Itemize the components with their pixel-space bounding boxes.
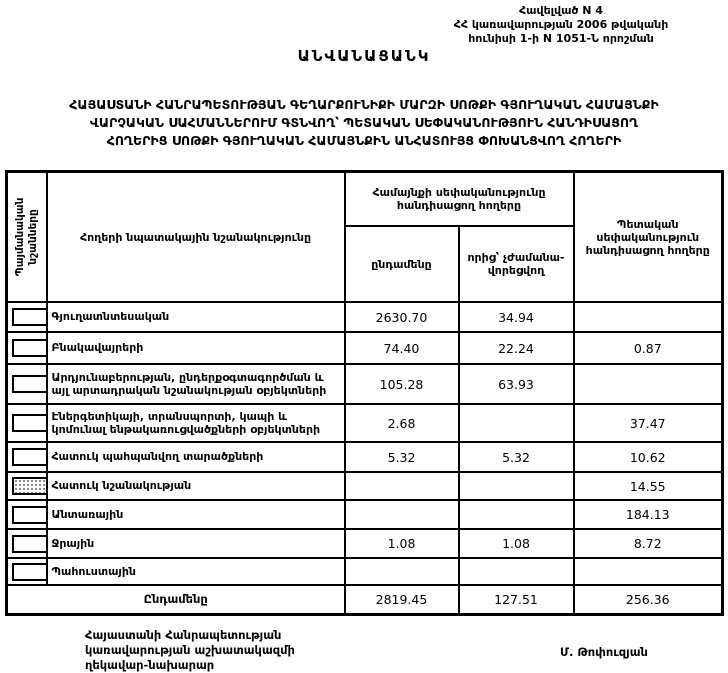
total-cell: 74.40 xyxy=(345,332,459,364)
ofwhich-cell: 5.32 xyxy=(459,442,574,472)
subtitle-line-3: ՀՈՂԵՐԻՑ ՍՈԹՔԻ ԳՅՈՒՂԱԿԱՆ ՀԱՄԱՅՆՔԻՆ ԱՆՀԱՏՈՒՅՑ ՓՈԽԱՆՑՎՈՂ ՀՈՂԵՐԻ xyxy=(106,133,622,148)
page-title: ԱՆՎԱՆԱՑԱՆԿ xyxy=(297,47,431,65)
state-cell xyxy=(574,364,723,404)
header-community-lands: Համայնքի սեփականությունը հանդիսացող հողերը xyxy=(345,172,574,227)
purpose-cell: Բնակավայրերի xyxy=(47,332,345,364)
table-row xyxy=(7,558,723,585)
ofwhich-cell xyxy=(459,500,574,529)
symbol-box xyxy=(12,375,47,393)
ofwhich-sum-cell: 127.51 xyxy=(459,585,574,614)
signatory-line-1: Հայաստանի Հանրապետության xyxy=(85,628,282,642)
state-cell: 8.72 xyxy=(574,529,723,558)
symbol-cell xyxy=(7,529,47,558)
state-cell: 184.13 xyxy=(574,500,723,529)
table-row xyxy=(7,442,723,472)
symbol-cell xyxy=(7,332,47,364)
purpose-cell: Հատուկ նշանակության xyxy=(47,472,345,500)
header-purpose: Հողերի նպատակային նշանակությունը xyxy=(47,172,345,303)
signature-name: Մ. Թոփուզյան xyxy=(560,645,648,659)
total-cell: 105.28 xyxy=(345,364,459,404)
symbol-box xyxy=(12,563,47,581)
state-cell xyxy=(574,558,723,585)
purpose-cell: Պահուստային xyxy=(47,558,345,585)
header-symbols xyxy=(7,172,47,303)
symbol-box xyxy=(12,477,47,495)
ofwhich-cell xyxy=(459,558,574,585)
ofwhich-cell xyxy=(459,404,574,442)
subtitle-line-1: ՀԱՅԱՍՏԱՆԻ ՀԱՆՐԱՊԵՏՈՒԹՅԱՆ ԳԵՂԱՐՔՈՒՆԻՔԻ ՄԱՐԶԻ ՍՈԹՔԻ ԳՅՈՒՂԱԿԱՆ ՀԱՄԱՅՆՔԻ xyxy=(69,97,659,112)
subtitle-line-2: ՎԱՐՉԱԿԱՆ ՍԱՀՄԱՆՆԵՐՈՒՄ ԳՏՆՎՈՂ՝ ՊԵՏԱԿԱՆ ՍԵՓԱԿԱՆՈՒԹՅՈՒՆ ՀԱՆԴԻՍԱՑՈՂ xyxy=(89,115,639,130)
annex-line-2: ՀՀ կառավարության 2006 թվականի xyxy=(453,18,669,31)
state-cell: 0.87 xyxy=(574,332,723,364)
annex-line-3: հունիսի 1-ի N 1051-Ն որոշման xyxy=(468,32,654,45)
signatory-line-2: կառավարության աշխատակազմի xyxy=(85,643,295,657)
symbol-cell xyxy=(7,442,47,472)
annex-line-1: Հավելված N 4 xyxy=(519,4,603,17)
ofwhich-cell: 22.24 xyxy=(459,332,574,364)
purpose-cell: Անտառային xyxy=(47,500,345,529)
table-row xyxy=(7,529,723,558)
purpose-cell: Գյուղատնտեսական xyxy=(47,302,345,332)
symbol-cell xyxy=(7,404,47,442)
ofwhich-cell: 1.08 xyxy=(459,529,574,558)
ofwhich-cell: 34.94 xyxy=(459,302,574,332)
total-row xyxy=(7,585,723,614)
symbol-box xyxy=(12,308,47,326)
total-cell xyxy=(345,472,459,500)
header-symbols-label: Պայմանական նշանները xyxy=(13,197,39,277)
symbol-box xyxy=(12,339,47,357)
annex-reference xyxy=(398,4,724,46)
land-table xyxy=(5,170,724,616)
table-row xyxy=(7,364,723,404)
table-row xyxy=(7,500,723,529)
state-cell: 37.47 xyxy=(574,404,723,442)
total-cell: 2630.70 xyxy=(345,302,459,332)
total-cell: 5.32 xyxy=(345,442,459,472)
signatory-title-block xyxy=(85,628,295,673)
document-subtitle xyxy=(10,96,718,150)
purpose-cell: Հատուկ պահպանվող տարածքների xyxy=(47,442,345,472)
state-cell: 10.62 xyxy=(574,442,723,472)
ofwhich-cell: 63.93 xyxy=(459,364,574,404)
total-cell xyxy=(345,500,459,529)
symbol-box xyxy=(12,414,47,432)
purpose-cell: Ջրային xyxy=(47,529,345,558)
state-cell xyxy=(574,302,723,332)
symbol-cell xyxy=(7,558,47,585)
table-row xyxy=(7,472,723,500)
header-ofwhich-sub: որից՝ չժամանա- վորեցվող xyxy=(459,226,574,302)
header-state-lands: Պետական սեփականություն հանդիսացող հողերը xyxy=(574,172,723,303)
symbol-cell xyxy=(7,302,47,332)
table-row xyxy=(7,332,723,364)
header-total-sub: ընդամենը xyxy=(345,226,459,302)
symbol-box xyxy=(12,506,47,524)
total-cell: 2.68 xyxy=(345,404,459,442)
symbol-box xyxy=(12,448,47,466)
total-cell xyxy=(345,558,459,585)
total-sum-cell: 2819.45 xyxy=(345,585,459,614)
purpose-cell: Արդյունաբերության, ընդերքօգտագործման և այլ արտադրական նշանակության օբյեկտների xyxy=(47,364,345,404)
table-row xyxy=(7,302,723,332)
table-row xyxy=(7,404,723,442)
symbol-cell xyxy=(7,500,47,529)
signatory-line-3: ղեկավար-նախարար xyxy=(85,658,215,672)
state-cell: 14.55 xyxy=(574,472,723,500)
total-cell: 1.08 xyxy=(345,529,459,558)
symbol-box xyxy=(12,535,47,553)
purpose-cell: Էներգետիկայի, տրանսպորտի, կապի և կոմունալ ենթակառուցվածքների օբյեկտների xyxy=(47,404,345,442)
vertical-text-wrap xyxy=(12,174,42,300)
symbol-cell xyxy=(7,472,47,500)
symbol-cell xyxy=(7,364,47,404)
state-sum-cell: 256.36 xyxy=(574,585,723,614)
total-label-cell: Ընդամենը xyxy=(7,585,345,614)
ofwhich-cell xyxy=(459,472,574,500)
